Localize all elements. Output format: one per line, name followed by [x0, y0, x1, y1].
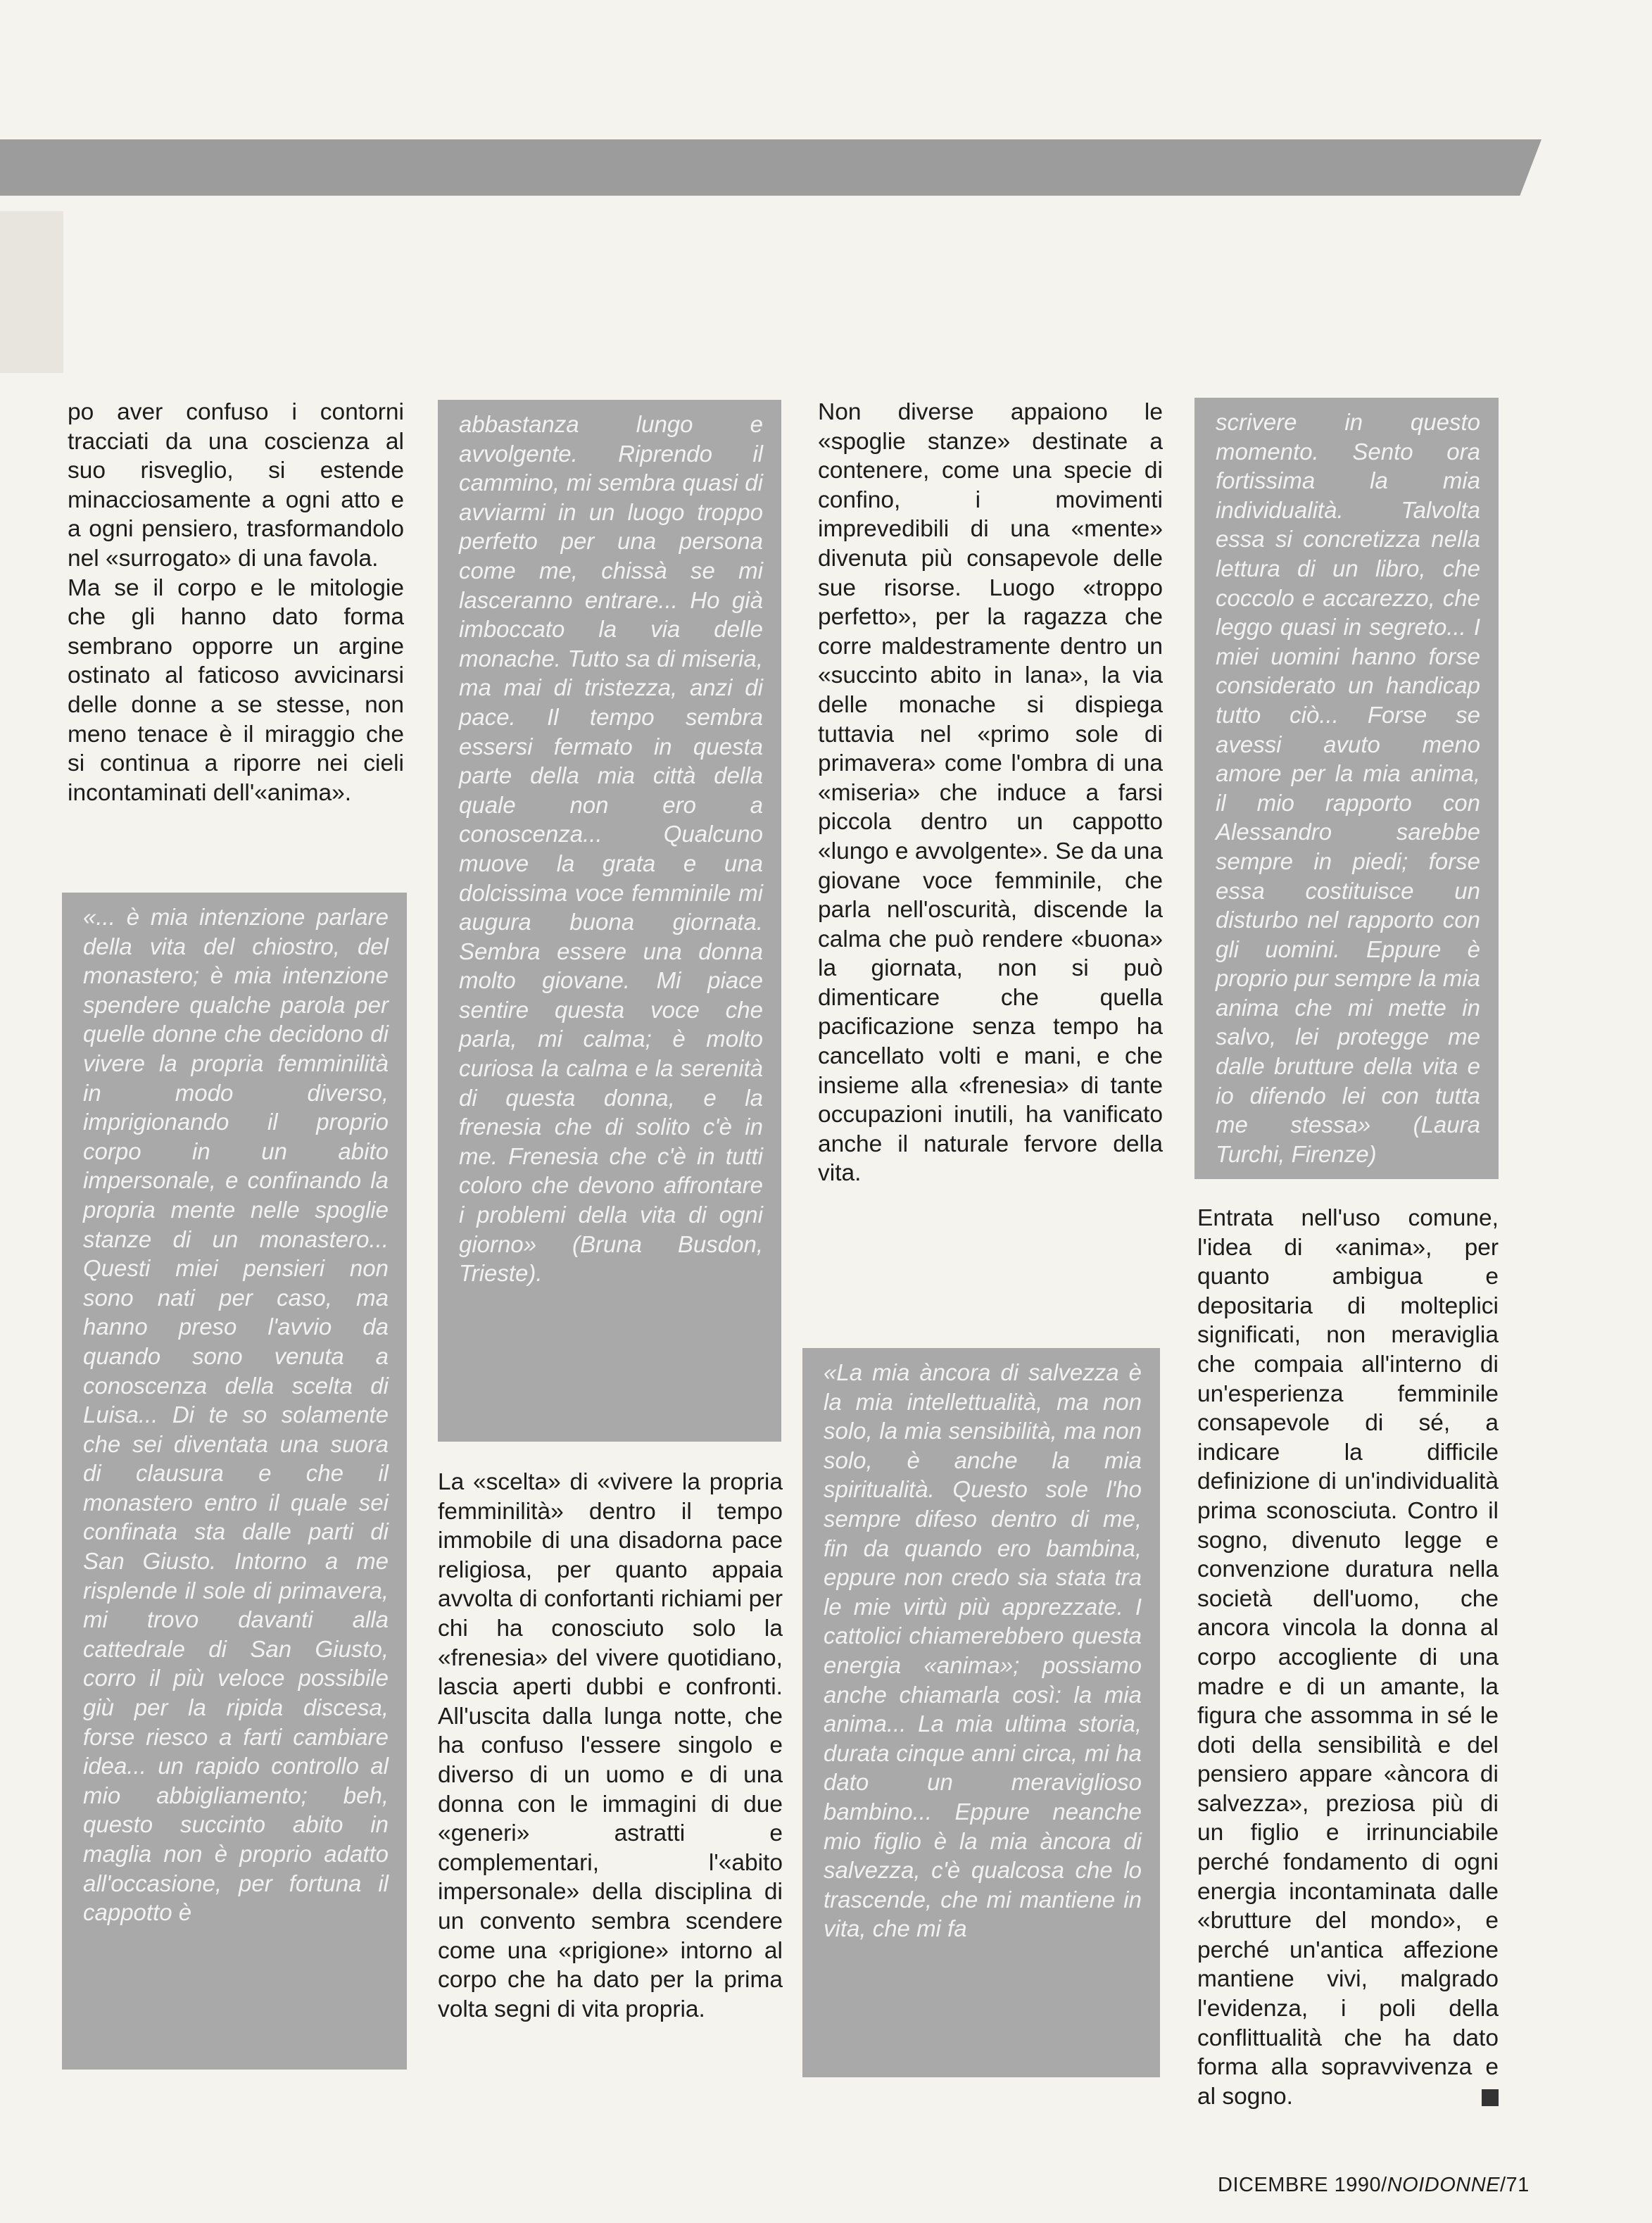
footer-date: DICEMBRE 1990/	[1218, 2174, 1387, 2196]
end-mark-icon	[1482, 2089, 1499, 2106]
body-column-2	[438, 1468, 783, 2024]
page-footer	[1218, 2173, 1530, 2197]
reader-letter-quote-2: abbastanza lungo e avvolgente. Riprendo il cammino, mi sembra quasi di avviarmi in un luogo troppo perfetto per una persona come me, chissà se mi lasceranno entrare... Ho già imboccato la via delle monache. Tutto sa di miseria, ma mai di tristezza, anzi di pace. Il tempo sembra essersi fermato in questa parte della mia città della quale non ero a conoscenza... Qualcuno muove la grata e una dolcissima voce femminile mi augura buona giornata. Sembra essere una donna molto giovane. Mi piace sentire questa voce che parla, mi calma; è molto curiosa la calma e la serenità di questa donna, e la frenesia che di solito c'è in me. Frenesia che c'è in tutti coloro che devono affrontare i problemi della vita di ogni giorno» (Bruna Busdon, Trieste).	[438, 400, 781, 1442]
reader-letter-quote-1: «... è mia intenzione parlare della vita del chiostro, del monastero; è mia intenzione spendere qualche parola per quelle donne che decidono di vivere la propria femminilità in modo diverso, imprigionando il proprio corpo in un abito impersonale, e confinando la propria mente nelle spoglie stanze di un monastero... Questi miei pensieri non sono nati per caso, ma hanno preso l'avvio da quando sono venuta a conoscenza della scelta di Luisa... Di te so solamente che sei diventata una suora di clausura e che il monastero entro il quale sei confinata sta dalle parti di San Giusto. Intorno a me risplende il sole di primavera, mi trovo davanti alla cattedrale di San Giusto, corro il più veloce possibile giù per la ripida discesa, forse riesco a farti cambiare idea... un rapido controllo al mio abbigliamento; beh, questo succinto abito in maglia non è proprio adatto all'occasione, per fortuna il cappotto è	[62, 893, 407, 2070]
header-banner	[0, 139, 1541, 196]
reader-letter-quote-3: «La mia àncora di salvezza è la mia intellettualità, ma non solo, la mia sensibilità, ma non solo, è anche la mia spiritualità. Questo sole l'ho sempre difeso dentro di me, fin da quando ero bambina, eppure non credo sia stata tra le mie virtù più apprezzate. I cattolici chiamerebbero questa energia «anima»; possiamo anche chiamarla così: la mia anima... La mia ultima storia, durata cinque anni circa, mi ha dato un meraviglioso bambino... Eppure neanche mio figlio è la mia àncora di salvezza, c'è qualcosa che lo trascende, che mi mantiene in vita, che mi fa	[802, 1348, 1160, 2077]
footer-page-number: /71	[1500, 2174, 1530, 2196]
body-column-3	[818, 398, 1163, 1188]
body-column-4	[1197, 1204, 1499, 2111]
footer-magazine: NOIDONNE	[1387, 2174, 1500, 2196]
body-paragraph: La «scelta» di «vivere la propria femminilità» dentro il tempo immobile di una disadorna pace religiosa, per quanto appaia avvolta di confortanti richiami per chi ha conosciuto solo la «frenesia» del vivere quotidiano, lascia aperti dubbi e confronti. All'uscita dalla lunga notte, che ha confuso l'essere singolo e diverso di un uomo e di una donna con le immagini di due «generi» astratti e complementari, l'«abito impersonale» della disciplina di un convento sembra scendere come una «prigione» intorno al corpo che ha dato per la prima volta segni di vita propria.	[438, 1469, 783, 2022]
body-column-1	[68, 398, 404, 807]
closing-paragraph-text: Entrata nell'uso comune, l'idea di «anima», per quanto ambigua e depositaria di molteplici significati, non meraviglia che compaia all'interno di un'esperienza femminile consapevole di sé, a indicare la difficile definizione di un'individualità prima sconosciuta. Contro il sogno, divenuto legge e convenzione duratura nella società dell'uomo, che ancora vincola la donna al corpo accogliente di una madre e di un amante, la figura che assomma in sé le doti della sensibilità e del pensiero appare «àncora di salvezza», preziosa più di un figlio e irrinunciabile perché fondamento di ogni energia incontaminata dalle «brutture del mondo», e perché un'antica affezione mantiene vivi, malgrado l'evidenza, i poli della conflittualità che ha dato forma alla sopravvivenza e al sogno.	[1197, 1205, 1499, 2110]
body-paragraph: Non diverse appaiono le «spoglie stanze» destinate a contenere, come una specie di confino, i movimenti imprevedibili di una «mente» divenuta più consapevole delle sue risorse. Luogo «troppo perfetto», per la ragazza che corre maldestramente dentro un «succinto abito in lana», la via delle monache si dispiega tuttavia nel «primo sole di primavera» come l'ombra di una «miseria» che induce a farsi piccola dentro un cappotto «lungo e avvolgente». Se da una giovane voce femminile, che parla nell'oscurità, discende la calma che può rendere «buona» la giornata, non si può dimenticare che quella pacificazione senza tempo ha cancellato volti e mani, e che insieme alla «frenesia» di tante occupazioni inutili, ha vanificato anche il naturale fervore della vita.	[818, 399, 1163, 1187]
body-paragraph: Ma se il corpo e le mitologie che gli hanno dato forma sembrano opporre un argine ostinato al faticoso avvicinarsi delle donne a se stesse, non meno tenace è il miraggio che si continua a riporre nei cieli incontaminati dell'«anima».	[68, 574, 404, 806]
body-paragraph	[1197, 1204, 1499, 2111]
body-paragraph: po aver confuso i contorni tracciati da una coscienza al suo risveglio, si estende minacciosamente a ogni atto e a ogni pensiero, trasformandolo nel «surrogato» di una favola.	[68, 399, 404, 572]
reader-letter-quote-4: scrivere in questo momento. Sento ora fortissima la mia individualità. Talvolta essa si concretizza nella lettura di un libro, che coccolo e accarezzo, che leggo quasi in segreto... I miei uomini hanno forse considerato un handicap tutto ciò... Forse se avessi avuto meno amore per la mia anima, il mio rapporto con Alessandro sarebbe sempre in piedi; forse essa costituisce un disturbo nel rapporto con gli uomini. Eppure è proprio pur sempre la mia anima che mi mette in salvo, lei protegge me dalle brutture della vita e io difendo lei con tutta me stessa» (Laura Turchi, Firenze)	[1194, 398, 1499, 1179]
bleed-through-area	[0, 211, 63, 373]
